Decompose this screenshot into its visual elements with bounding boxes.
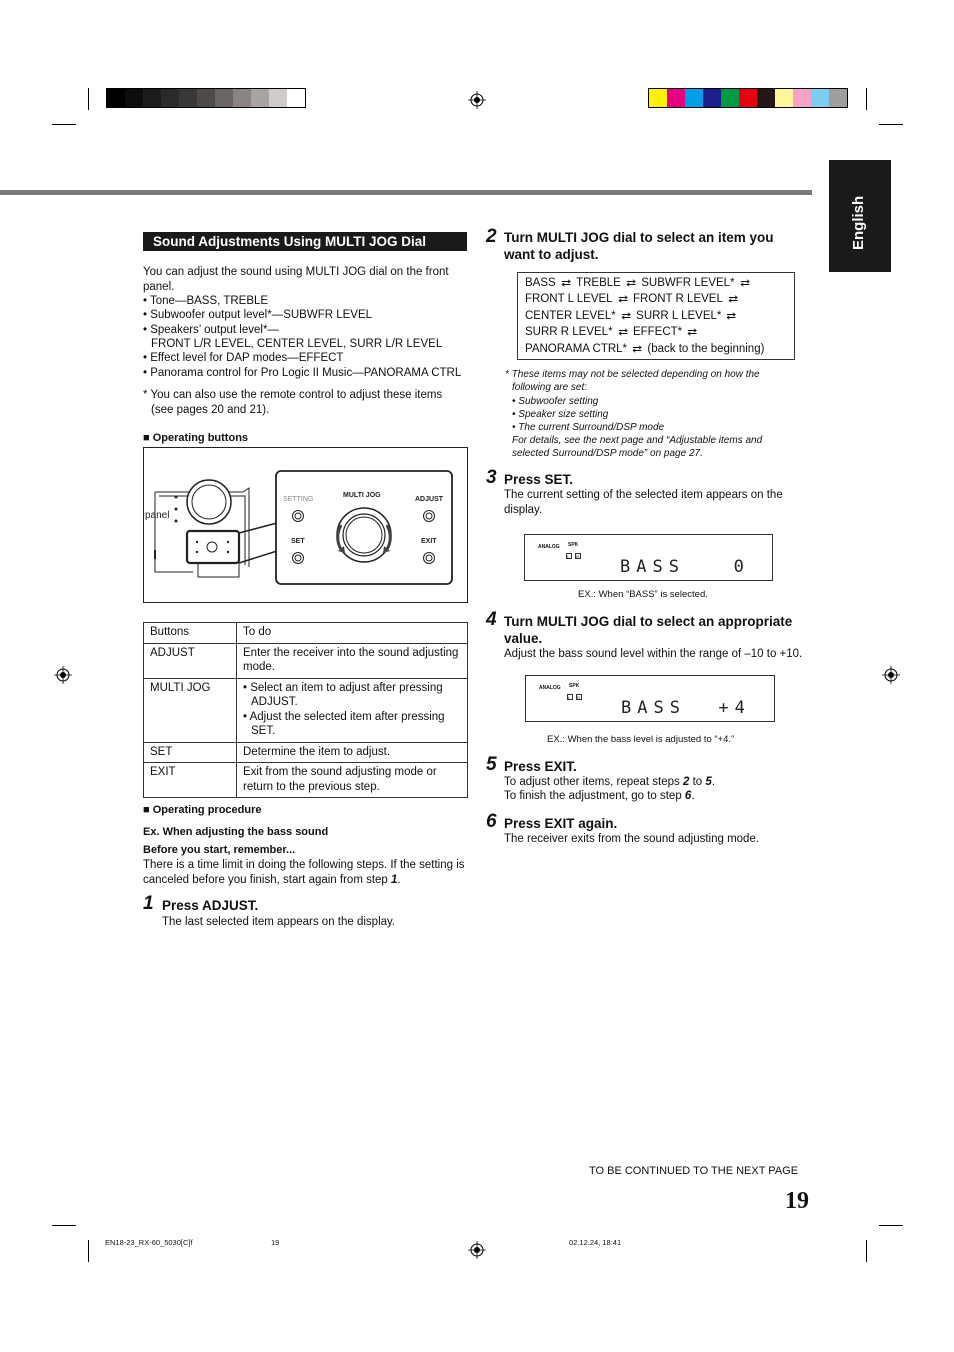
crop-mark bbox=[52, 1225, 76, 1226]
intro-bullet: • Subwoofer output level*—SUBWFR LEVEL bbox=[143, 309, 373, 321]
example-heading: Ex. When adjusting the bass sound bbox=[143, 826, 329, 838]
speaker-indicator bbox=[566, 548, 584, 563]
color-swatch bbox=[143, 89, 161, 107]
flow-row bbox=[525, 292, 743, 307]
color-swatch bbox=[161, 89, 179, 107]
flow-item: SUBWFR LEVEL* bbox=[641, 277, 735, 289]
step-title: Press ADJUST. bbox=[162, 898, 259, 913]
table-header: To do bbox=[237, 623, 468, 644]
footnote-line: • The current Surround/DSP mode bbox=[512, 422, 665, 433]
table-cell: Determine the item to adjust. bbox=[237, 742, 468, 763]
intro-bullet: FRONT L/R LEVEL, CENTER LEVEL, SURR L/R LEVEL bbox=[151, 338, 443, 350]
step-text-body: To finish the adjustment, go to step bbox=[504, 790, 682, 802]
step-ref: 1 bbox=[391, 873, 398, 886]
step-number: 2 bbox=[486, 226, 497, 247]
step-title: Turn MULTI JOG dial to select an appropriate value. bbox=[504, 614, 793, 646]
color-swatch bbox=[197, 89, 215, 107]
step-ref: 6 bbox=[684, 790, 692, 802]
table-cell bbox=[237, 678, 468, 742]
color-swatch bbox=[739, 89, 757, 107]
display-example bbox=[525, 675, 775, 722]
speaker-l: L bbox=[566, 553, 572, 559]
step-number: 4 bbox=[486, 609, 497, 630]
setting-label: SETTING bbox=[283, 496, 314, 503]
step-title: Turn MULTI JOG dial to select an item you want to adjust. bbox=[504, 230, 774, 262]
bidirectional-arrow-icon: ⇄ bbox=[739, 278, 750, 289]
flow-item: EFFECT* bbox=[632, 326, 683, 338]
color-swatch bbox=[757, 89, 775, 107]
footnote-line: * These items may not be selected depending on how the following are set: bbox=[505, 369, 760, 393]
crop-mark bbox=[88, 88, 89, 110]
panel-word-label: panel bbox=[145, 510, 170, 521]
speaker-l: L bbox=[567, 694, 573, 700]
flow-row bbox=[525, 342, 764, 357]
registration-mark-icon bbox=[54, 666, 72, 684]
footer-date: 02.12.24, 18:41 bbox=[569, 1238, 622, 1247]
bidirectional-arrow-icon: ⇄ bbox=[620, 311, 631, 322]
step-text: To adjust other items, repeat steps 2 to 5. bbox=[504, 776, 716, 788]
step-number: 6 bbox=[486, 811, 497, 832]
display-caption: EX.: When the bass level is adjusted to “+4.” bbox=[547, 734, 735, 745]
flow-item: BASS bbox=[525, 277, 556, 289]
table-cell-line: • Select an item to adjust after pressing ADJUST. bbox=[243, 681, 443, 708]
bidirectional-arrow-icon: ⇄ bbox=[728, 294, 739, 305]
grayscale-color-bar bbox=[106, 88, 306, 108]
header-rule bbox=[0, 190, 812, 195]
color-swatch bbox=[287, 89, 305, 107]
table-cell: Exit from the sound adjusting mode or return to the previous step. bbox=[237, 763, 468, 798]
step-text-body: To adjust other items, repeat steps bbox=[504, 776, 680, 788]
color-swatch bbox=[775, 89, 793, 107]
crop-mark bbox=[866, 88, 867, 110]
continued-note: TO BE CONTINUED TO THE NEXT PAGE bbox=[589, 1165, 799, 1177]
step-ref: 2 bbox=[683, 776, 690, 788]
footnote-line: • Subwoofer setting bbox=[512, 396, 599, 407]
crop-mark bbox=[88, 1240, 89, 1262]
bidirectional-arrow-icon: ⇄ bbox=[687, 327, 698, 338]
flow-item: CENTER LEVEL* bbox=[525, 310, 616, 322]
step-title: Press EXIT. bbox=[504, 759, 577, 774]
process-color-bar bbox=[648, 88, 848, 108]
flow-item: (back to the beginning) bbox=[647, 343, 765, 355]
analog-indicator: ANALOG bbox=[538, 544, 560, 550]
color-swatch bbox=[721, 89, 739, 107]
display-caption: EX.: When “BASS” is selected. bbox=[578, 589, 708, 600]
display-text: BASS +4 bbox=[621, 698, 751, 718]
spk-indicator: SPK bbox=[569, 683, 580, 689]
bidirectional-arrow-icon: ⇄ bbox=[560, 278, 571, 289]
bidirectional-arrow-icon: ⇄ bbox=[625, 278, 637, 289]
intro-bullet: • Speakers’ output level*— bbox=[143, 324, 279, 336]
table-row bbox=[144, 678, 468, 742]
speaker-r: R bbox=[576, 694, 582, 700]
page-number: 19 bbox=[785, 1188, 809, 1214]
intro-bullet: • Panorama control for Pro Logic II Music—PANORAMA CTRL bbox=[143, 367, 462, 379]
crop-mark bbox=[52, 124, 76, 125]
flow-row bbox=[525, 309, 742, 324]
step-number: 1 bbox=[143, 893, 154, 914]
period: . bbox=[397, 873, 401, 886]
speaker-indicator bbox=[567, 689, 585, 704]
table-cell: ADJUST bbox=[144, 643, 237, 678]
flow-item: FRONT R LEVEL bbox=[632, 293, 723, 305]
color-swatch bbox=[667, 89, 685, 107]
bidirectional-arrow-icon: ⇄ bbox=[617, 294, 628, 305]
intro-bullet: • Effect level for DAP modes—EFFECT bbox=[143, 352, 344, 364]
multi-jog-label: MULTI JOG bbox=[343, 492, 381, 499]
color-swatch bbox=[811, 89, 829, 107]
color-swatch bbox=[269, 89, 287, 107]
analog-indicator: ANALOG bbox=[539, 685, 561, 691]
color-swatch bbox=[215, 89, 233, 107]
language-tab-label: English bbox=[850, 195, 867, 250]
before-text-body: There is a time limit in doing the following steps. If the setting is canceled before you finish, start again from step bbox=[143, 859, 465, 886]
table-cell: SET bbox=[144, 742, 237, 763]
flow-item: PANORAMA CTRL* bbox=[525, 343, 628, 355]
flow-row bbox=[525, 276, 755, 291]
flow-item: SURR R LEVEL* bbox=[525, 326, 613, 338]
color-swatch bbox=[233, 89, 251, 107]
step-text: To finish the adjustment, go to step 6. bbox=[504, 790, 695, 802]
item-flow-box bbox=[517, 272, 795, 360]
color-swatch bbox=[703, 89, 721, 107]
color-swatch bbox=[793, 89, 811, 107]
color-swatch bbox=[685, 89, 703, 107]
step-ref: 5 bbox=[705, 776, 712, 788]
registration-mark-icon bbox=[468, 91, 486, 109]
table-cell: Enter the receiver into the sound adjusting mode. bbox=[237, 643, 468, 678]
flow-row bbox=[525, 325, 703, 340]
step-text: The last selected item appears on the display. bbox=[162, 916, 396, 928]
before-text bbox=[143, 858, 468, 887]
bidirectional-arrow-icon: ⇄ bbox=[617, 327, 628, 338]
table-row bbox=[144, 763, 468, 798]
crop-mark bbox=[866, 1240, 867, 1262]
display-text: BASS 0 bbox=[620, 557, 750, 577]
flow-item: SURR L LEVEL* bbox=[636, 310, 722, 322]
flow-item: TREBLE bbox=[576, 277, 621, 289]
to-word: to bbox=[692, 776, 703, 788]
spk-indicator: SPK bbox=[568, 542, 579, 548]
table-cell-line: • Adjust the selected item after pressing SET. bbox=[243, 710, 445, 737]
table-header-row bbox=[144, 623, 468, 644]
intro-paragraph: You can adjust the sound using MULTI JOG dial on the front panel. bbox=[143, 266, 449, 293]
step-number: 5 bbox=[486, 754, 497, 775]
step-title: Press EXIT again. bbox=[504, 816, 618, 831]
footnote-line: • Speaker size setting bbox=[512, 409, 609, 420]
footnote-line: For details, see the next page and “Adjustable items and selected Surround/DSP mode” on page 27. bbox=[512, 435, 763, 459]
set-label: SET bbox=[291, 538, 305, 545]
crop-mark bbox=[879, 124, 903, 125]
display-example bbox=[524, 534, 773, 581]
registration-mark-icon bbox=[882, 666, 900, 684]
operating-procedure-heading: ■ Operating procedure bbox=[143, 804, 262, 816]
exit-label: EXIT bbox=[421, 538, 437, 545]
color-swatch bbox=[829, 89, 847, 107]
crop-mark bbox=[879, 1225, 903, 1226]
intro-bullet: • Tone—BASS, TREBLE bbox=[143, 295, 269, 307]
operating-buttons-heading: ■ Operating buttons bbox=[143, 432, 249, 444]
color-swatch bbox=[179, 89, 197, 107]
step-text: The receiver exits from the sound adjusting mode. bbox=[504, 833, 760, 845]
flow-item: FRONT L LEVEL bbox=[525, 293, 613, 305]
buttons-table bbox=[143, 622, 468, 798]
step-title: Press SET. bbox=[504, 472, 574, 487]
table-cell: MULTI JOG bbox=[144, 678, 237, 742]
before-heading: Before you start, remember... bbox=[143, 844, 296, 856]
step-text: Adjust the bass sound level within the range of –10 to +10. bbox=[504, 648, 803, 660]
bidirectional-arrow-icon: ⇄ bbox=[726, 311, 737, 322]
table-header: Buttons bbox=[144, 623, 237, 644]
color-swatch bbox=[649, 89, 667, 107]
speaker-r: R bbox=[575, 553, 581, 559]
adjust-label: ADJUST bbox=[415, 496, 444, 503]
table-cell: EXIT bbox=[144, 763, 237, 798]
footer-file: EN18-23_RX-60_5030[C]f bbox=[105, 1238, 193, 1247]
language-tab bbox=[829, 160, 891, 272]
color-swatch bbox=[251, 89, 269, 107]
step-number: 3 bbox=[486, 467, 497, 488]
bidirectional-arrow-icon: ⇄ bbox=[632, 344, 643, 355]
registration-mark-icon bbox=[468, 1241, 486, 1259]
front-panel-illustration bbox=[143, 447, 468, 603]
step-text: The current setting of the selected item appears on the display. bbox=[504, 489, 783, 516]
section-title: Sound Adjustments Using MULTI JOG Dial bbox=[143, 232, 467, 251]
color-swatch bbox=[107, 89, 125, 107]
intro-note: * You can also use the remote control to adjust these items (see pages 20 and 21). bbox=[143, 389, 443, 416]
table-row bbox=[144, 742, 468, 763]
color-swatch bbox=[125, 89, 143, 107]
table-row bbox=[144, 643, 468, 678]
footer-page: 19 bbox=[271, 1238, 280, 1247]
